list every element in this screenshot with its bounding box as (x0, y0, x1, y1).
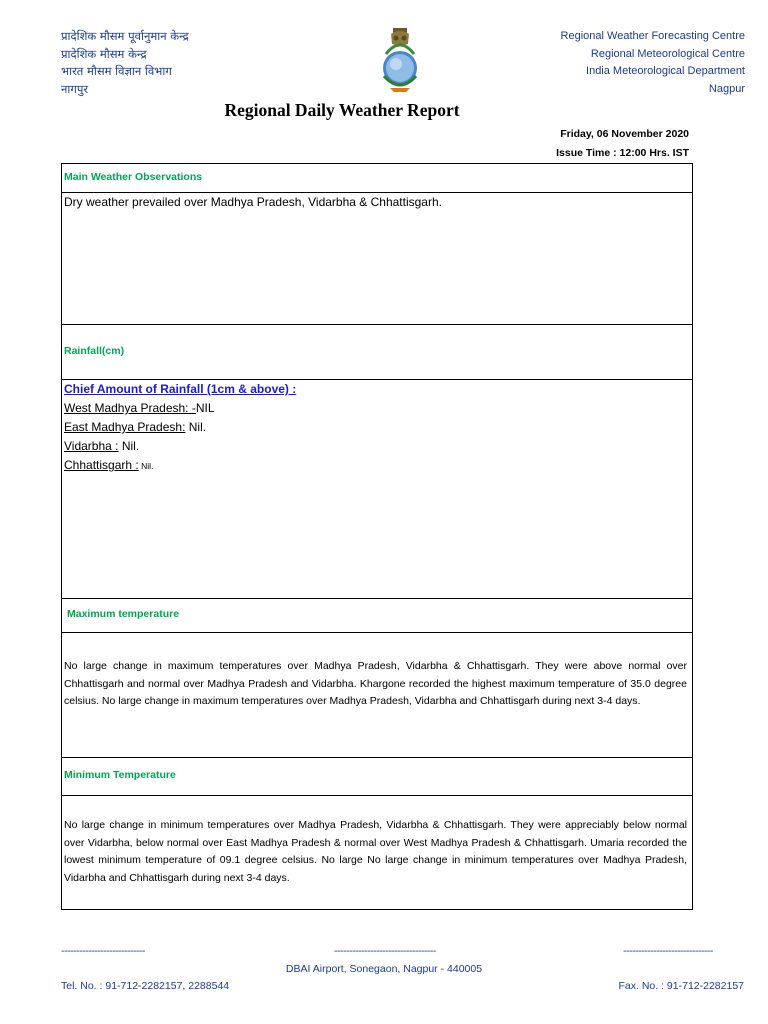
footer-telephone: Tel. No. : 91-712-2282157, 2288544 (61, 980, 230, 992)
min-temp-text: No large change in minimum temperatures over Madhya Pradesh, Vidarbha & Chhattisgarh. They were appreciably below normal over Vidarbha, below normal over East Madhya Pradesh & normal over West Madhya Pradesh & Chhattisgarh. Umaria recorded the lowest minimum temperature of 09.1 degree celsius. No large No large change in minimum temperatures over Madhya Pradesh, Vidarbha and Chhattisgarh during next 3-4 days. (64, 819, 687, 884)
rainfall-heading-row (62, 325, 692, 380)
max-temp-text: No large change in maximum temperatures over Madhya Pradesh, Vidarbha & Chhattisgarh. They were above normal over Chhattisgarh and normal over Madhya Pradesh and Vidarbha. Khargone recorded the highest maximum temperature of 35.0 degree celsius. No large change in maximum temperatures over Madhya Pradesh, Vidarbha and Chhattisgarh during next 3-4 days. (64, 660, 687, 707)
rain-item-west-mp (64, 399, 692, 418)
imd-emblem-icon (376, 26, 424, 96)
rain-item-vidarbha (64, 437, 692, 456)
main-obs-text: Dry weather prevailed over Madhya Pradesh, Vidarbha & Chhattisgarh. (64, 195, 442, 209)
main-obs-heading-row (62, 164, 692, 193)
min-temp-heading-row (62, 758, 692, 796)
min-temp-heading: Minimum Temperature (64, 769, 176, 781)
hindi-line-3: भारत मौसम विज्ञान विभाग (61, 64, 172, 78)
hindi-header (61, 28, 189, 98)
footer-rule-middle: ---------------------------------- (334, 945, 436, 957)
rain-label: Chhattisgarh : (64, 458, 139, 472)
footer-rule-left: ---------------------------- (61, 945, 145, 957)
rain-value: NIL (195, 401, 215, 415)
english-line-1: Regional Weather Forecasting Centre (560, 30, 745, 42)
rain-value: Nil. (118, 439, 140, 453)
english-line-3: India Meteorological Department (586, 65, 745, 77)
rain-value: Nil. (185, 420, 207, 434)
rain-value: Nil. (138, 461, 154, 471)
main-obs-heading: Main Weather Observations (64, 171, 203, 183)
footer-address: DBAI Airport, Sonegaon, Nagpur - 440005 (285, 963, 483, 975)
rainfall-body (62, 380, 692, 599)
english-line-2: Regional Meteorological Centre (590, 47, 745, 60)
date-block (556, 125, 689, 162)
min-temp-body (62, 796, 692, 909)
rain-item-east-mp (64, 418, 692, 437)
main-obs-body (62, 193, 692, 325)
rain-label: East Madhya Pradesh: (64, 420, 186, 434)
footer-fax: Fax. No. : 91-712-2282157 (618, 980, 744, 992)
chief-rainfall-heading: Chief Amount of Rainfall (1cm & above) : (64, 382, 297, 396)
hindi-line-2: प्रादेशिक मौसम केन्द्र (61, 46, 147, 61)
rainfall-heading: Rainfall(cm) (64, 345, 125, 357)
max-temp-heading: Maximum temperature (67, 608, 180, 620)
rain-label: Vidarbha : (64, 439, 119, 453)
report-table (61, 163, 693, 910)
report-title: Regional Daily Weather Report (224, 100, 460, 120)
report-date: Friday, 06 November 2020 (560, 128, 689, 140)
english-line-4: Nagpur (708, 82, 745, 95)
rain-label: West Madhya Pradesh: - (64, 401, 196, 415)
max-temp-heading-row (62, 599, 692, 633)
english-header (561, 28, 745, 98)
max-temp-body (62, 633, 692, 758)
hindi-line-4: नागपुर (61, 81, 89, 96)
issue-time: Issue Time : 12:00 Hrs. IST (556, 146, 689, 159)
rain-item-chhattisgarh (64, 456, 692, 476)
footer-rule-right: ------------------------------ (623, 945, 713, 957)
hindi-line-1: प्रादेशिक मौसम पूर्वानुमान केन्द्र (61, 29, 189, 43)
